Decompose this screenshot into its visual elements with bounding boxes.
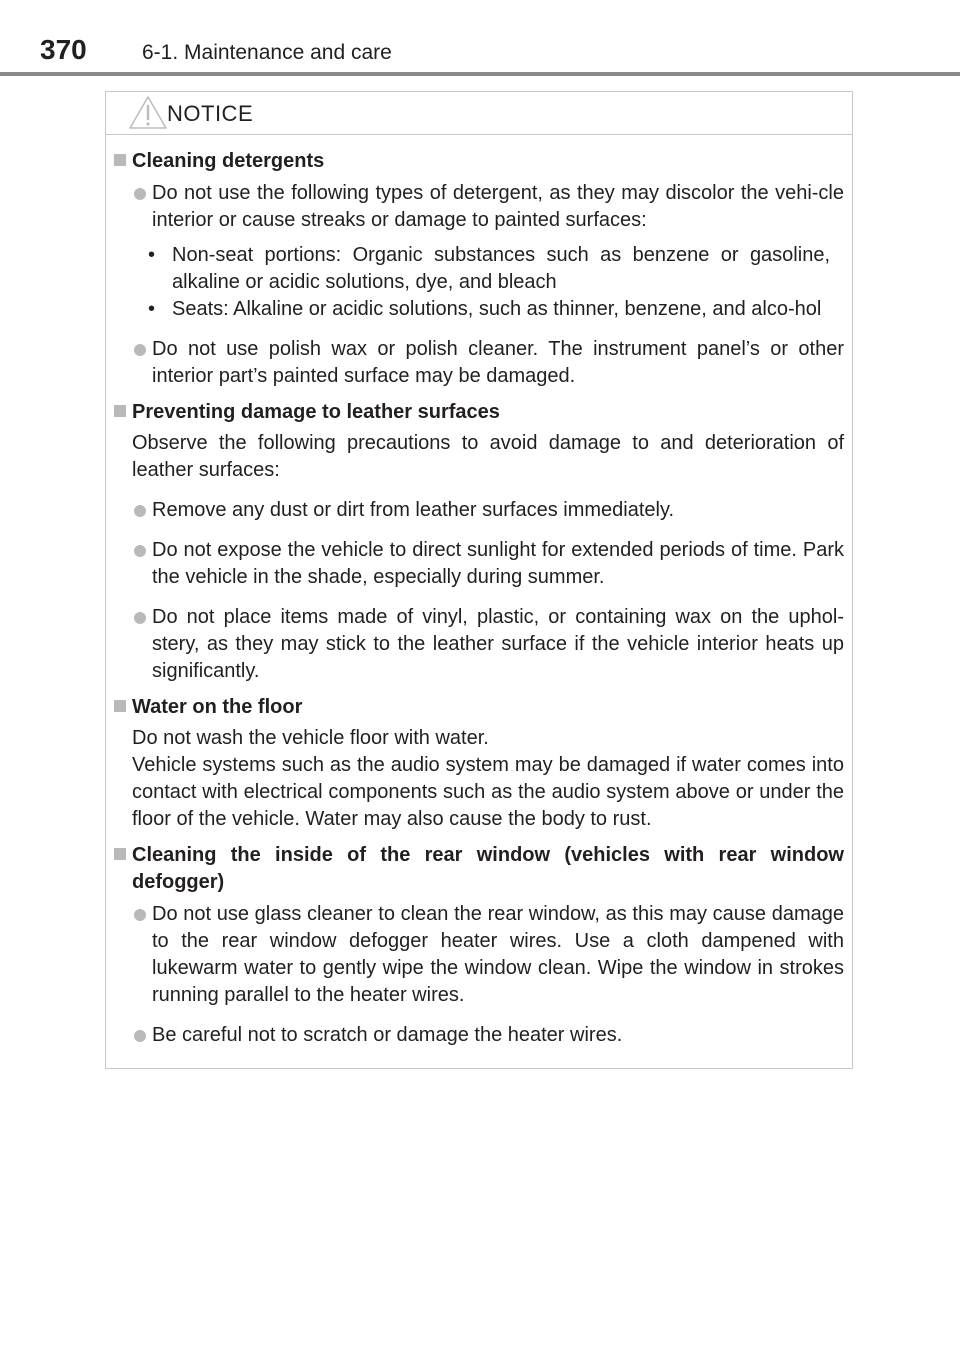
list-item xyxy=(132,336,844,390)
list-item xyxy=(132,497,844,524)
sub-list-item xyxy=(132,242,844,296)
section-title-heading: Cleaning detergents xyxy=(132,150,325,172)
section-title-heading: Water on the floor xyxy=(132,696,303,718)
list-item xyxy=(132,1022,844,1049)
section-rear-window xyxy=(106,842,852,1049)
section-cleaning-detergents xyxy=(106,148,852,390)
dot-bullet-icon: • xyxy=(148,244,156,266)
list-item xyxy=(132,537,844,591)
section-water-on-floor xyxy=(106,694,852,833)
list-item xyxy=(132,604,844,685)
circle-bullet-icon xyxy=(134,545,146,557)
sub-list-item-text: Non-seat portions: Organic substances such as benzene or gasoline, alkaline or acidic solutions, dye, and bleach xyxy=(172,244,830,293)
square-bullet-icon xyxy=(114,154,126,166)
notice-title: NOTICE xyxy=(167,101,254,126)
list-item-text: Do not expose the vehicle to direct sunlight for extended periods of time. Park the vehicle in the shade, especially during summer. xyxy=(152,539,844,588)
sub-list-item xyxy=(132,296,844,323)
circle-bullet-icon xyxy=(134,188,146,200)
list-item-text: Remove any dust or dirt from leather surfaces immediately. xyxy=(152,499,675,521)
section-paragraph: Do not wash the vehicle floor with water. xyxy=(132,727,489,749)
list-item-text: Do not use glass cleaner to clean the rear window, as this may cause damage to the rear window defogger heater wires. Use a cloth dampened with lukewarm water to gently wipe the window clean. Wipe the window in strokes running parallel to the heater wires. xyxy=(152,903,844,1006)
list-item-text: Be careful not to scratch or damage the heater wires. xyxy=(152,1024,623,1046)
list-item-text: Do not place items made of vinyl, plastic, or containing wax on the uphol-stery, as they may stick to the leather surface if the vehicle interior heats up significantly. xyxy=(152,606,844,682)
warning-triangle-icon xyxy=(128,94,168,130)
header-rule xyxy=(0,72,960,76)
section-title-heading: Cleaning the inside of the rear window (vehicles with rear window defogger) xyxy=(132,844,844,893)
notice-box xyxy=(105,91,853,1069)
section-intro: Observe the following precautions to avoid damage to and deterioration of leather surfaces: xyxy=(132,432,844,481)
section-leather-surfaces xyxy=(106,399,852,685)
notice-body xyxy=(106,148,852,1049)
square-bullet-icon xyxy=(114,405,126,417)
list-item xyxy=(132,180,844,234)
page-header xyxy=(0,0,960,77)
notice-header xyxy=(106,92,852,135)
dot-bullet-icon: • xyxy=(148,298,156,320)
section-title: 6-1. Maintenance and care xyxy=(142,41,392,64)
list-item-text: Do not use the following types of detergent, as they may discolor the vehi-cle interior or cause streaks or damage to painted surfaces: xyxy=(152,182,844,231)
square-bullet-icon xyxy=(114,848,126,860)
list-item xyxy=(132,901,844,1009)
circle-bullet-icon xyxy=(134,1030,146,1042)
section-title-heading: Preventing damage to leather surfaces xyxy=(132,401,500,423)
circle-bullet-icon xyxy=(134,612,146,624)
circle-bullet-icon xyxy=(134,909,146,921)
list-item-text: Do not use polish wax or polish cleaner. The instrument panel’s or other interior part’s painted surface may be damaged. xyxy=(152,338,844,387)
sub-list-item-text: Seats: Alkaline or acidic solutions, such as thinner, benzene, and alco-hol xyxy=(172,298,822,320)
page-number: 370 xyxy=(40,34,87,65)
circle-bullet-icon xyxy=(134,344,146,356)
circle-bullet-icon xyxy=(134,505,146,517)
section-paragraph: Vehicle systems such as the audio system may be damaged if water comes into contact with electrical components such as the audio system above or under the floor of the vehicle. Water may also cause the body to rust. xyxy=(132,754,844,830)
square-bullet-icon xyxy=(114,700,126,712)
